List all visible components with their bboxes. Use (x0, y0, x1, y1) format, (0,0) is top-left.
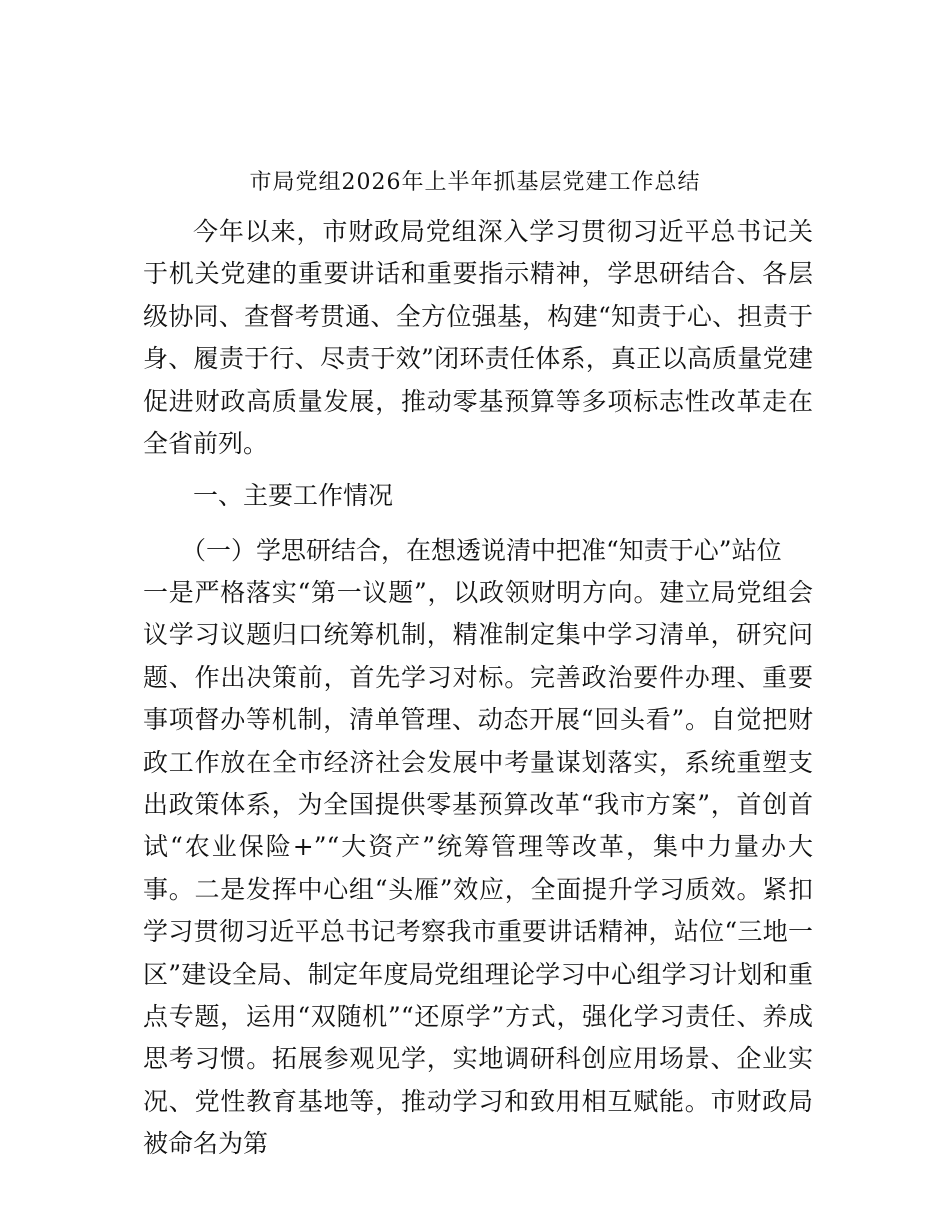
section-heading: 一、主要工作情况 (193, 481, 394, 510)
subsection-heading: （一）学思研结合，在想透说清中把准“知责于心”站位 (181, 536, 782, 565)
document-title: 市局党组2026年上半年抓基层党建工作总结 (249, 170, 701, 195)
subsection-body: 一是严格落实“第一议题”，以政领财明方向。建立局党组会议学习议题归口统筹机制，精准制定集中学习清单，研究问题、作出决策前，首先学习对标。完善政治要件办理、重要事项督办等机制，清单管理、动态开展“回头看”。自觉把财政工作放在全市经济社会发展中考量谋划落实，系统重塑支出政策体系，为全国提供零基预算改革“我市方案”，首创首试“农业保险+”“大资产”统筹管理等改革，集中力量办大事。二是发挥中心组“头雁”效应，全面提升学习质效。紧扣学习贯彻习近平总书记考察我市重要讲话精神，站位“三地一区”建设全局、制定年度局党组理论学习中心组学习计划和重点专题，运用“双随机”“还原学”方式，强化学习责任、养成思考习惯。拓展参观见学，实地调研科创应用场景、企业实况、党性教育基地等，推动学习和致用相互赋能。市财政局被命名为第 (143, 578, 813, 1159)
intro-paragraph: 今年以来，市财政局党组深入学习贯彻习近平总书记关于机关党建的重要讲话和重要指示精神，学思研结合、各层级协同、查督考贯通、全方位强基，构建“知责于心、担责于身、履责于行、尽责于效”闭环责任体系，真正以高质量党建促进财政高质量发展，推动零基预算等多项标志性改革走在全省前列。 (143, 217, 813, 459)
